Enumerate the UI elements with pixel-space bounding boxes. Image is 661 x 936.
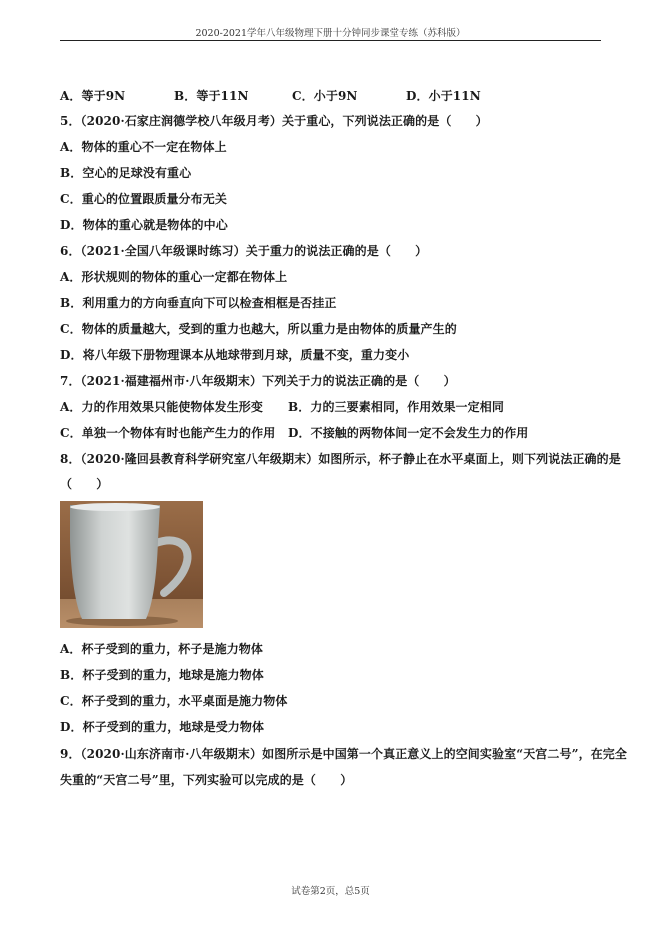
q6-stem: 6．（2021·全国八年级课时练习）关于重力的说法正确的是（ ）	[60, 244, 428, 258]
q6-option-d: D．将八年级下册物理课本从地球带到月球，质量不变，重力变小	[60, 348, 410, 362]
q9-stem: 9．（2020·山东济南市·八年级期末）如图所示是中国第一个真正意义上的空间实验室“天宫二号”，在完全	[60, 747, 628, 761]
header-rule	[60, 40, 601, 41]
q8-option-a: A．杯子受到的重力，杯子是施力物体	[60, 642, 264, 656]
q5-option-d: D．物体的重心就是物体的中心	[60, 218, 228, 232]
q5-option-a: A．物体的重心不一定在物体上	[60, 140, 227, 154]
q4-option-d: D．小于11N	[406, 89, 481, 103]
q6-option-a: A．形状规则的物体的重心一定都在物体上	[60, 270, 288, 284]
q8-option-b: B．杯子受到的重力，地球是施力物体	[60, 668, 264, 682]
q4-option-c: C．小于9N	[292, 89, 358, 103]
q8-stem: 8．（2020·隆回县教育科学研究室八年级期末）如图所示，杯子静止在水平桌面上，则下列说法正确的是	[60, 452, 621, 466]
q7-stem: 7．（2021·福建福州市·八年级期末）下列关于力的说法正确的是（ ）	[60, 374, 456, 388]
q6-option-b: B．利用重力的方向垂直向下可以检查相框是否挂正	[60, 296, 337, 310]
q7-option-d: D．不接触的两物体间一定不会发生力的作用	[288, 426, 529, 440]
page-footer: 试卷第2页，总5页	[291, 886, 370, 897]
q6-option-c: C．物体的质量越大，受到的重力也越大，所以重力是由物体的质量产生的	[60, 322, 457, 336]
q8-option-c: C．杯子受到的重力，水平桌面是施力物体	[60, 694, 288, 708]
q4-option-b: B．等于11N	[174, 89, 249, 103]
q5-option-c: C．重心的位置跟质量分布无关	[60, 192, 227, 206]
q4-options-row	[60, 87, 481, 104]
q8-option-d: D．杯子受到的重力，地球是受力物体	[60, 720, 265, 734]
q5-stem: 5．（2020·石家庄润德学校八年级月考）关于重心，下列说法正确的是（ ）	[60, 114, 488, 128]
q9-stem-continued: 失重的“天宫二号”里，下列实验可以完成的是（ ）	[60, 773, 353, 787]
q7-options-row-1	[60, 398, 504, 415]
q7-option-b: B．力的三要素相同，作用效果一定相同	[288, 400, 504, 414]
q7-option-a: A．力的作用效果只能使物体发生形变	[60, 400, 264, 414]
q5-option-b: B．空心的足球没有重心	[60, 166, 192, 180]
q7-options-row-2	[60, 424, 528, 441]
q4-option-a: A．等于9N	[60, 89, 126, 103]
q8-stem-continued: （ ）	[60, 477, 109, 491]
cup-photo	[60, 501, 203, 628]
page-header: 2020-2021学年八年级物理下册十分钟同步课堂专练（苏科版）	[195, 28, 466, 39]
q7-option-c: C．单独一个物体有时也能产生力的作用	[60, 426, 276, 440]
